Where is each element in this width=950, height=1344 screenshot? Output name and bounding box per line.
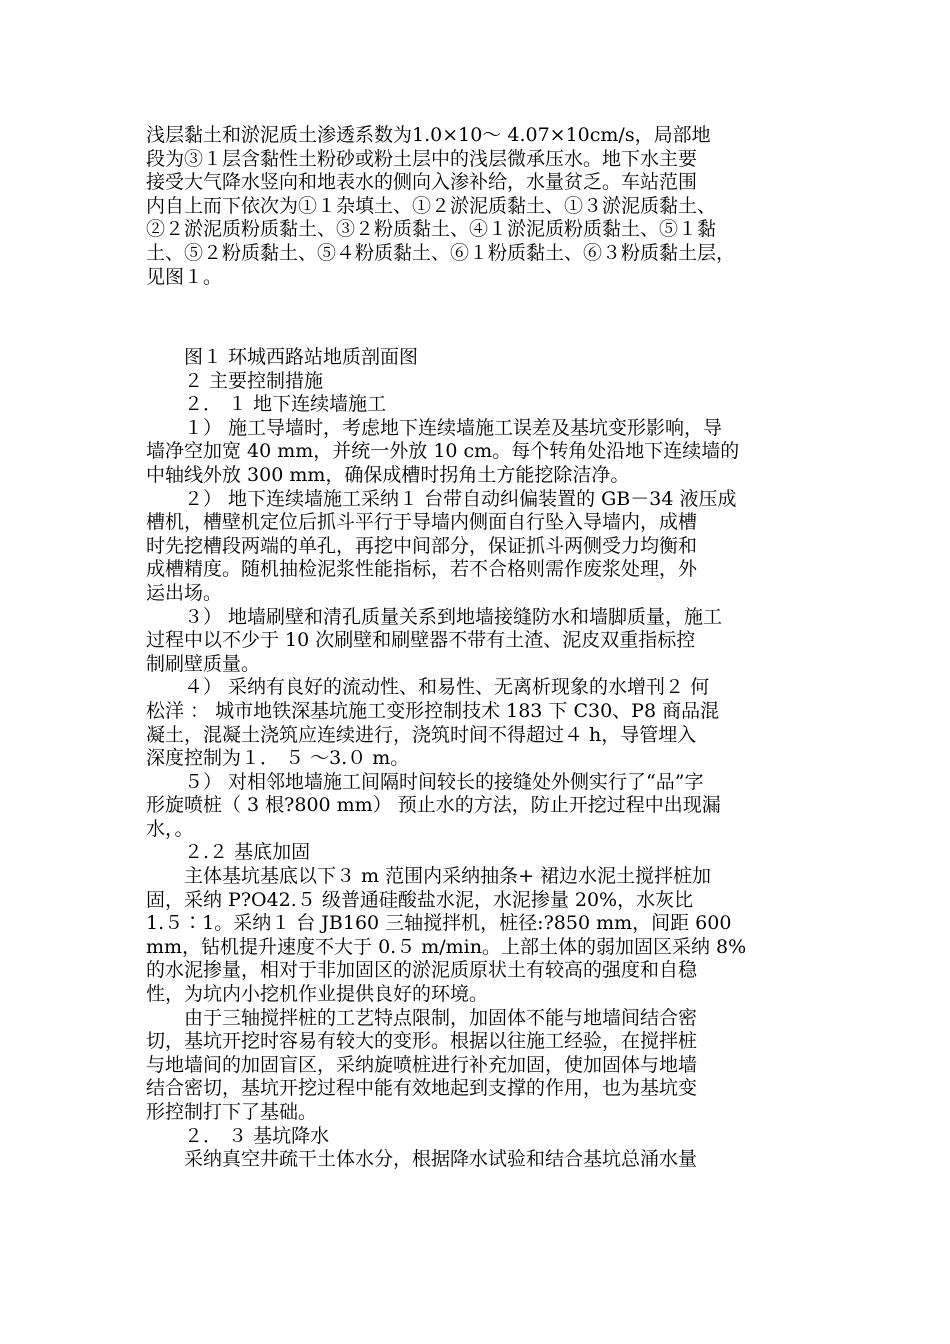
text-line: 深度控制为１． ５ ～3.０ m。 [146, 747, 410, 770]
text-line: 的水泥掺量，相对于非加固区的淤泥质原状土有较高的强度和自稳 [146, 959, 698, 982]
text-line: 过程中以不少于 10 次刷壁和刷壁器不带有土渣、泥皮双重指标控 [146, 629, 696, 652]
text-line: 形控制打下了基础。 [146, 1101, 318, 1123]
subsection-heading: ２． ３ 基坑降水 [146, 1124, 330, 1147]
section-heading: ２ 主要控制措施 [146, 369, 324, 392]
text-line: 采纳真空井疏干土体水分，根据降水试验和结合基坑总涌水量 [146, 1148, 698, 1171]
text-line: 与地墙间的加固盲区，采纳旋喷桩进行补充加固，使加固体与地墙 [146, 1053, 698, 1076]
text-line: ２） 地下连续墙施工采纳１ 台带自动纠偏装置的 GB－34 液压成 [146, 487, 737, 510]
text-line: 墙净空加宽 40 mm，并统一外放 10 cm。每个转角处沿地下连续墙的 [146, 440, 740, 463]
text-line: ４） 采纳有良好的流动性、和易性、无离析现象的水增刊２ 何 [146, 676, 710, 699]
text-line: 切，基坑开挖时容易有较大的变形。根据以往施工经验，在搅拌桩 [146, 1030, 698, 1053]
text-line: 运出场。 [146, 581, 223, 604]
text-line: 见图１。 [146, 265, 223, 288]
text-line: 主体基坑基底以下３ m 范围内采纳抽条+ 裙边水泥土搅拌桩加 [146, 865, 712, 888]
text-line: 1.５∶1。采纳１ 台 JB160 三轴搅拌机，桩径:?850 mm，间距 600 [146, 912, 732, 935]
subsection-heading: ２． １ 地下连续墙施工 [146, 393, 387, 416]
text-line: 固，采纳 P?O42.５ 级普通硅酸盐水泥，水泥掺量 20%，水灰比 [146, 888, 694, 911]
text-line: 成槽精度。随机抽检泥浆性能指标，若不合格则需作废浆处理，外 [146, 558, 698, 581]
text-line: 松洋 ： 城市地铁深基坑施工变形控制技术 183 下 C30、P8 商品混 [146, 699, 720, 722]
text-line: 制刷壁质量。 [146, 652, 261, 675]
text-line: 形旋喷桩（ 3 根?800 mm） 预止水的方法，防止开挖过程中出现漏 [146, 794, 721, 817]
text-line: 性，为坑内小挖机作业提供良好的环境。 [146, 983, 489, 1006]
text-line: 接受大气降水竖向和地表水的侧向入渗补给，水量贫乏。车站范围 [146, 171, 698, 194]
text-line: 由于三轴搅拌桩的工艺特点限制，加固体不能与地墙间结合密 [146, 1006, 698, 1029]
text-line: 凝土，混凝土浇筑应连续进行，浇筑时间不得超过４ h，导管埋入 [146, 723, 697, 746]
text-line: 内自上而下依次为①１杂填土、①２淤泥质黏土、①３淤泥质黏土、 [146, 194, 717, 217]
text-line: 结合密切，基坑开挖过程中能有效地起到支撑的作用，也为基坑变 [146, 1077, 698, 1100]
body-text [146, 346, 816, 1172]
figure-caption: 图１ 环城西路站地质剖面图 [146, 346, 419, 368]
text-line: ５） 对相邻地墙施工间隔时间较长的接缝处外侧实行了“品”字 [146, 770, 704, 793]
text-line: １） 施工导墙时，考虑地下连续墙施工误差及基坑变形影响，导 [146, 416, 723, 439]
text-line: 水，。 [146, 817, 194, 840]
text-line: 槽机，槽壁机定位后抓斗平行于导墙内侧面自行坠入导墙内，成槽 [146, 511, 698, 534]
text-line: 中轴线外放 300 mm，确保成槽时拐角土方能挖除洁净。 [146, 463, 630, 486]
text-line: 时先挖槽段两端的单孔，再挖中间部分，保证抓斗两侧受力均衡和 [146, 534, 698, 557]
text-line: ３） 地墙刷壁和清孔质量关系到地墙接缝防水和墙脚质量，施工 [146, 605, 723, 628]
text-line: 段为③１层含黏性土粉砂或粉土层中的浅层微承压水。地下水主要 [146, 147, 698, 170]
intro-paragraph [146, 124, 816, 289]
text-line: 浅层黏土和淤泥质土渗透系数为1.0×10～ 4.07×10cm/s，局部地 [146, 124, 711, 146]
subsection-heading: ２.２ 基底加固 [146, 841, 311, 864]
text-line: ②２淤泥质粉质黏土、③２粉质黏土、④１淤泥质粉质黏土、⑤１黏 [146, 218, 717, 241]
text-line: 土、⑤２粉质黏土、⑤４粉质黏土、⑥１粉质黏土、⑥３粉质黏土层， [146, 241, 736, 264]
text-line: mm，钻机提升速度不大于 0.５ m/min。上部土体的弱加固区采纳 8% [146, 935, 747, 958]
